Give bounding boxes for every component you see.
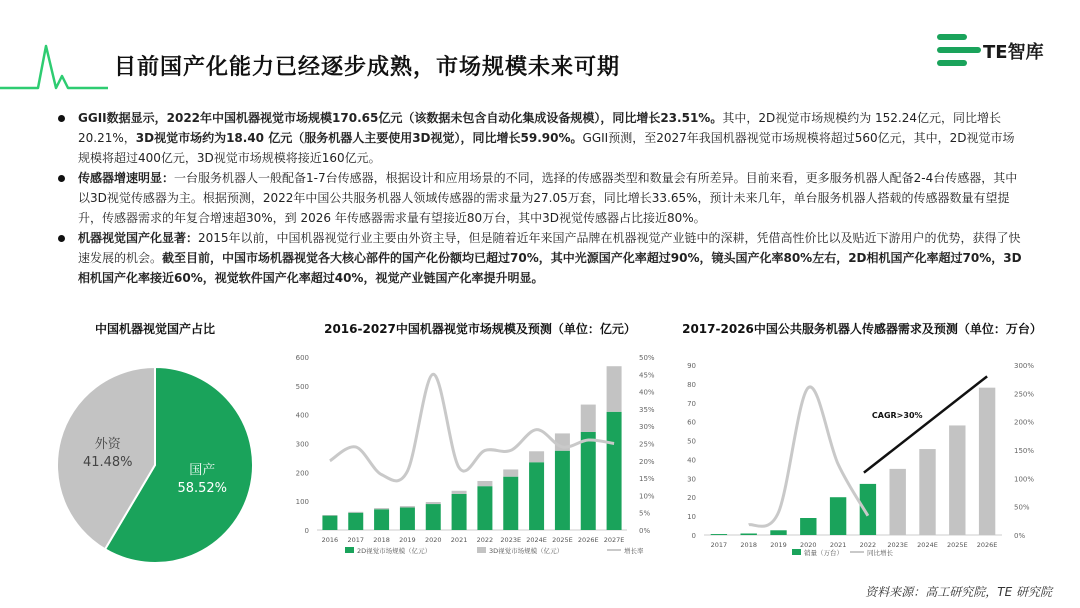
bar-2017-primary	[711, 534, 727, 535]
bullet-item	[58, 168, 1022, 228]
y-axis-tick-label: 90	[687, 362, 696, 370]
bar-2019-secondary	[400, 506, 415, 507]
pulse-line-decoration	[0, 38, 110, 98]
y2-axis-tick-label: 300%	[1014, 362, 1035, 370]
y2-axis-tick-label: 5%	[639, 509, 651, 518]
pie-chart	[45, 355, 265, 575]
bullet-list	[58, 108, 1022, 288]
bullet-text: 2015年以前，中国机器视觉行业主要由外资主导，但是随着近年来国产品牌在机器视觉产业链中的深耕，凭借高性价比以及贴近下游用户的优势，获得了快速发展的机会。	[78, 231, 1021, 265]
x-axis-tick-label: 2027E	[603, 536, 625, 544]
bar-2027E-primary	[607, 412, 622, 530]
x-axis-tick-label: 2024E	[917, 541, 938, 549]
x-axis-tick-label: 2025E	[552, 536, 573, 544]
bar-2024E-secondary	[529, 451, 544, 462]
bar-2018-primary	[741, 533, 757, 535]
x-axis-tick-label: 2021	[829, 541, 847, 549]
y2-axis-tick-label: 45%	[639, 371, 655, 380]
bar-2021-primary	[452, 494, 467, 530]
legend-swatch	[345, 547, 354, 553]
x-axis-tick-label: 2018	[740, 541, 757, 549]
bar-2022-primary	[477, 486, 492, 530]
bar-2026E-primary	[979, 388, 995, 535]
y2-axis-tick-label: 50%	[1014, 503, 1030, 512]
pie-slice-label: 外资	[94, 437, 121, 453]
y-axis-tick-label: 10	[687, 513, 696, 522]
bar-2024E-primary	[529, 462, 544, 530]
cagr-annotation: CAGR>30%	[871, 410, 923, 420]
bar-2020-primary	[426, 504, 441, 530]
logo-text: TE智库	[983, 42, 1044, 63]
market-chart-title: 2016-2027中国机器视觉市场规模及预测（单位：亿元）	[324, 322, 636, 336]
bar-2020-primary	[800, 518, 816, 535]
y2-axis-tick-label: 25%	[639, 440, 655, 449]
bar-2017-secondary	[348, 512, 363, 513]
bar-2024E-primary	[919, 449, 935, 535]
y2-axis-tick-label: 150%	[1014, 447, 1035, 455]
growth-rate-line	[330, 374, 614, 481]
bar-2022-primary	[860, 484, 876, 535]
bullet-text: 截至目前，中国市场机器视觉各大核心部件的国产化份额均已超过70%，其中光源国产化率超过90%，镜头国产化率80%左右，2D相机国产化率超过70%，3D相机国产化率接近60%，视觉软件国产化率超过40%，视觉产业链国产化率提升明显。	[78, 251, 1022, 285]
bullet-text: 机器视觉国产化显著：	[78, 231, 199, 245]
legend-label: 2D视觉市场规模（亿元）	[357, 547, 432, 555]
y-axis-tick-label: 30	[687, 475, 696, 484]
y-axis-tick-label: 300	[295, 440, 309, 449]
sensor-chart-title: 2017-2026中国公共服务机器人传感器需求及预测（单位：万台）	[682, 322, 1042, 336]
x-axis-tick-label: 2016	[321, 536, 339, 544]
x-axis-tick-label: 2017	[347, 536, 365, 544]
x-axis-tick-label: 2021	[450, 536, 468, 544]
bar-2021-primary	[830, 497, 846, 535]
x-axis-tick-label: 2023E	[887, 541, 909, 549]
pie-slice-label: 国产	[189, 462, 216, 478]
bar-2020-secondary	[426, 502, 441, 504]
bullet-text: GGII数据显示，2022年中国机器视觉市场规模170.65亿元（该数据未包含自动化集成设备规模），同比增长23.51%。	[78, 111, 723, 125]
y-axis-tick-label: 40	[687, 456, 696, 465]
y-axis-tick-label: 20	[687, 494, 696, 503]
x-axis-tick-label: 2019	[770, 541, 787, 549]
bar-2026E-primary	[581, 432, 596, 530]
bar-2023E-primary	[503, 477, 518, 530]
x-axis-tick-label: 2018	[373, 536, 390, 544]
market-size-chart	[285, 345, 665, 565]
y-axis-tick-label: 60	[687, 418, 696, 427]
y2-axis-tick-label: 30%	[639, 423, 655, 432]
bar-2026E-secondary	[581, 405, 596, 432]
y-axis-tick-label: 70	[687, 399, 696, 408]
bar-2021-secondary	[452, 491, 467, 494]
x-axis-tick-label: 2022	[859, 541, 877, 549]
y-axis-tick-label: 0	[691, 532, 696, 540]
y-axis-tick-label: 100	[295, 498, 309, 507]
legend-label: 同比增长	[867, 549, 893, 557]
legend-label: 增长率	[624, 547, 644, 555]
y-axis-tick-label: 200	[295, 469, 309, 478]
x-axis-tick-label: 2019	[399, 536, 416, 544]
x-axis-tick-label: 2025E	[946, 541, 968, 549]
sensor-demand-chart	[672, 355, 1052, 570]
y-axis-tick-label: 500	[295, 382, 309, 391]
bullet-dot-icon	[58, 235, 65, 242]
x-axis-tick-label: 2026E	[976, 541, 998, 549]
x-axis-tick-label: 2017	[710, 541, 728, 549]
growth-rate-line	[749, 387, 868, 526]
y2-axis-tick-label: 40%	[639, 388, 655, 397]
y-axis-tick-label: 400	[295, 411, 309, 420]
bullet-item	[58, 228, 1022, 288]
y-axis-tick-label: 600	[295, 354, 309, 362]
bar-2022-secondary	[477, 481, 492, 486]
bullet-text: 3D视觉市场约为18.40 亿元（服务机器人主要使用3D视觉），同比增长59.90%。	[135, 131, 583, 145]
bar-2016-primary	[322, 516, 337, 530]
y2-axis-tick-label: 0%	[639, 527, 651, 535]
legend-label: 3D视觉市场规模（亿元）	[489, 547, 564, 555]
y2-axis-tick-label: 100%	[1014, 475, 1035, 484]
bullet-text: GGII预测，至2027年我国机器视觉市场规模将超过560亿元，其中，2D视觉市场规模将超过400亿元，3D视觉市场规模将接近160亿元。	[78, 131, 1015, 165]
bar-2018-primary	[374, 509, 389, 530]
bar-2016-secondary	[322, 515, 337, 516]
bar-2023E-primary	[890, 469, 906, 535]
y2-axis-tick-label: 250%	[1014, 390, 1035, 399]
pie-chart-title: 中国机器视觉国产占比	[94, 322, 215, 336]
y-axis-tick-label: 80	[687, 380, 696, 389]
source-note: 资料来源：高工研究院，TE 研究院	[865, 585, 1052, 599]
y2-axis-tick-label: 50%	[639, 354, 655, 362]
pie-slice-value: 41.48%	[82, 455, 133, 471]
y2-axis-tick-label: 35%	[639, 405, 655, 414]
bar-2019-primary	[400, 508, 415, 530]
legend-swatch	[477, 547, 486, 553]
x-axis-tick-label: 2026E	[577, 536, 599, 544]
bullet-text: 一台服务机器人一般配备1-7台传感器，根据设计和应用场景的不同，选择的传感器类型和数量会有所差异。目前来看，更多服务机器人配备2-4台传感器，其中以3D视觉传感器为主。根据预测，2022年中国公共服务机器人领域传感器的需求量为27.05万套，同比增长33.65%，预计未来几年，单台服务机器人搭载的传感器数量有望提升，传感器需求的年复合增速超30%，到 2026 年传感器需求量有望接近80万台，其中3D视觉传感器占比接近80%。	[78, 171, 1018, 225]
bullet-item	[58, 108, 1022, 168]
x-axis-tick-label: 2023E	[500, 536, 522, 544]
bullet-dot-icon	[58, 115, 65, 122]
bullet-text: 传感器增速明显：	[78, 171, 175, 185]
y2-axis-tick-label: 0%	[1014, 532, 1026, 540]
bar-2019-primary	[770, 530, 786, 535]
y2-axis-tick-label: 10%	[639, 492, 655, 501]
bar-2025E-primary	[555, 451, 570, 530]
bar-2025E-primary	[949, 425, 965, 535]
y2-axis-tick-label: 20%	[639, 457, 655, 466]
x-axis-tick-label: 2022	[476, 536, 494, 544]
bar-2018-secondary	[374, 508, 389, 509]
x-axis-tick-label: 2020	[800, 541, 817, 549]
page-title: 目前国产化能力已经逐步成熟，市场规模未来可期	[114, 55, 621, 80]
y2-axis-tick-label: 15%	[639, 475, 655, 484]
y-axis-tick-label: 50	[687, 437, 696, 446]
bar-2023E-secondary	[503, 469, 518, 476]
x-axis-tick-label: 2020	[424, 536, 442, 544]
y-axis-tick-label: 0	[304, 527, 309, 535]
bullet-text: 其中，2D视觉市场规模约为 152.24亿元，同比增长20.21%，	[78, 111, 1002, 145]
y2-axis-tick-label: 200%	[1014, 418, 1035, 427]
legend-swatch	[792, 549, 801, 555]
legend-label: 销量（万台）	[804, 549, 843, 557]
bullet-dot-icon	[58, 175, 65, 182]
x-axis-tick-label: 2024E	[526, 536, 547, 544]
bar-2027E-secondary	[607, 366, 622, 412]
bar-2017-primary	[348, 513, 363, 530]
pie-slice-value: 58.52%	[177, 480, 228, 496]
